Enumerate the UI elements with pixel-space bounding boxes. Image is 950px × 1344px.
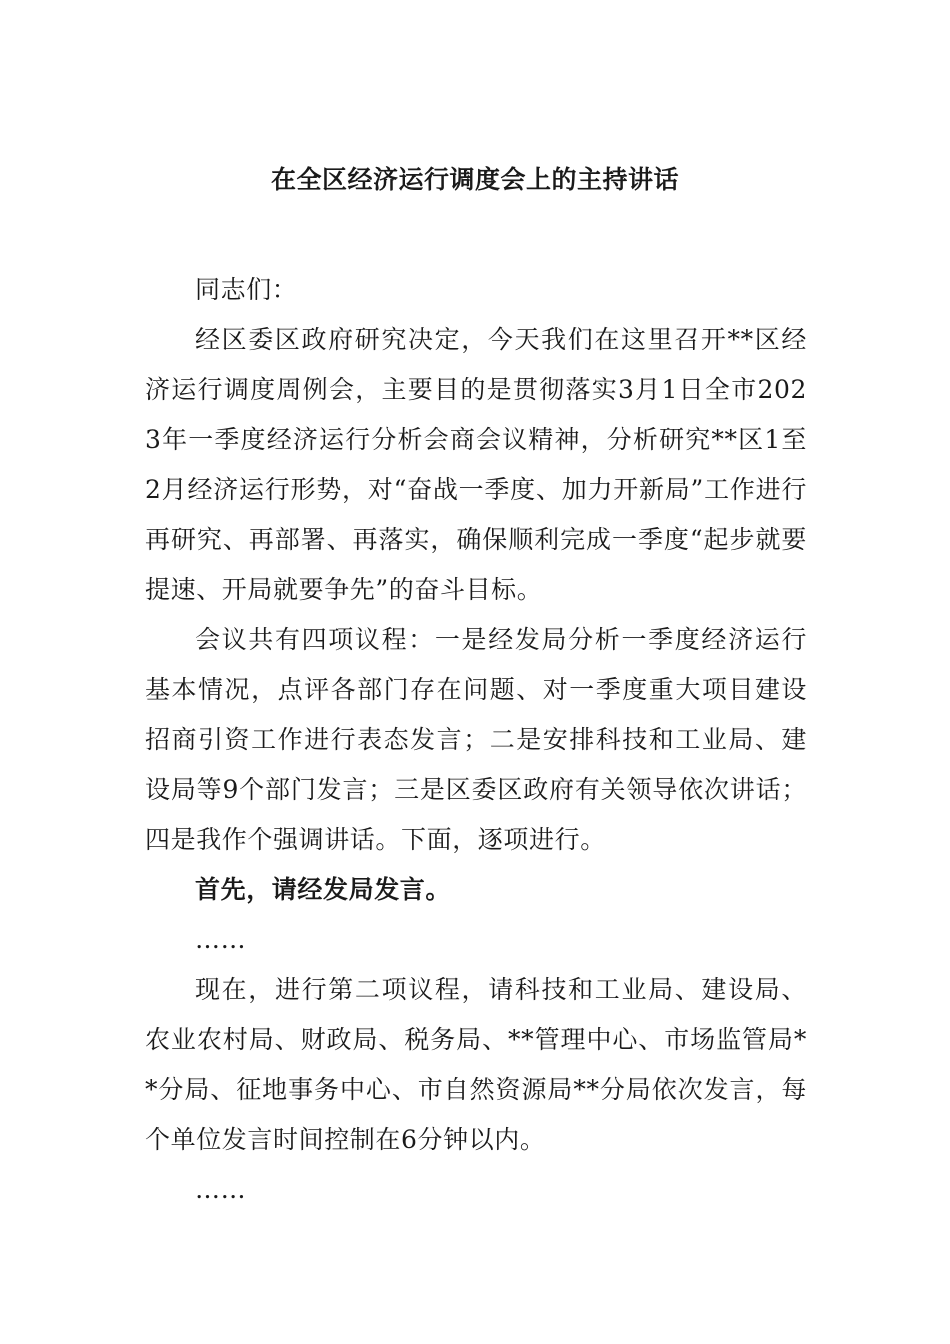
first-item-heading: 首先，请经发局发言。 — [195, 875, 452, 904]
purpose-paragraph: 经区委区政府研究决定，今天我们在这里召开**区经济运行调度周例会，主要目的是贯彻落实3月1日全市2023年一季度经济运行分析会商会议精神，分析研究**区1至2月经济运行形势，对“奋战一季度、加力开新局”工作进行再研究、再部署、再落实，确保顺利完成一季度“起步就要提速、开局就要争先”的奋斗目标。 — [145, 325, 807, 604]
salutation-paragraph: 同志们： — [195, 275, 298, 304]
agenda-paragraph: 会议共有四项议程：一是经发局分析一季度经济运行基本情况，点评各部门存在问题、对一季度重大项目建设招商引资工作进行表态发言；二是安排科技和工业局、建设局等9个部门发言；三是区委区政府有关领导依次讲话；四是我作个强调讲话。下面，逐项进行。 — [145, 625, 807, 854]
ellipsis-paragraph-2: …… — [195, 1175, 247, 1204]
second-item-paragraph: 现在，进行第二项议程，请科技和工业局、建设局、农业农村局、财政局、税务局、**管理中心、市场监管局**分局、征地事务中心、市自然资源局**分局依次发言，每个单位发言时间控制在6分钟以内。 — [145, 975, 807, 1154]
document-title: 在全区经济运行调度会上的主持讲话 — [270, 165, 679, 194]
document-body — [145, 265, 807, 1215]
ellipsis-paragraph: …… — [195, 925, 247, 954]
